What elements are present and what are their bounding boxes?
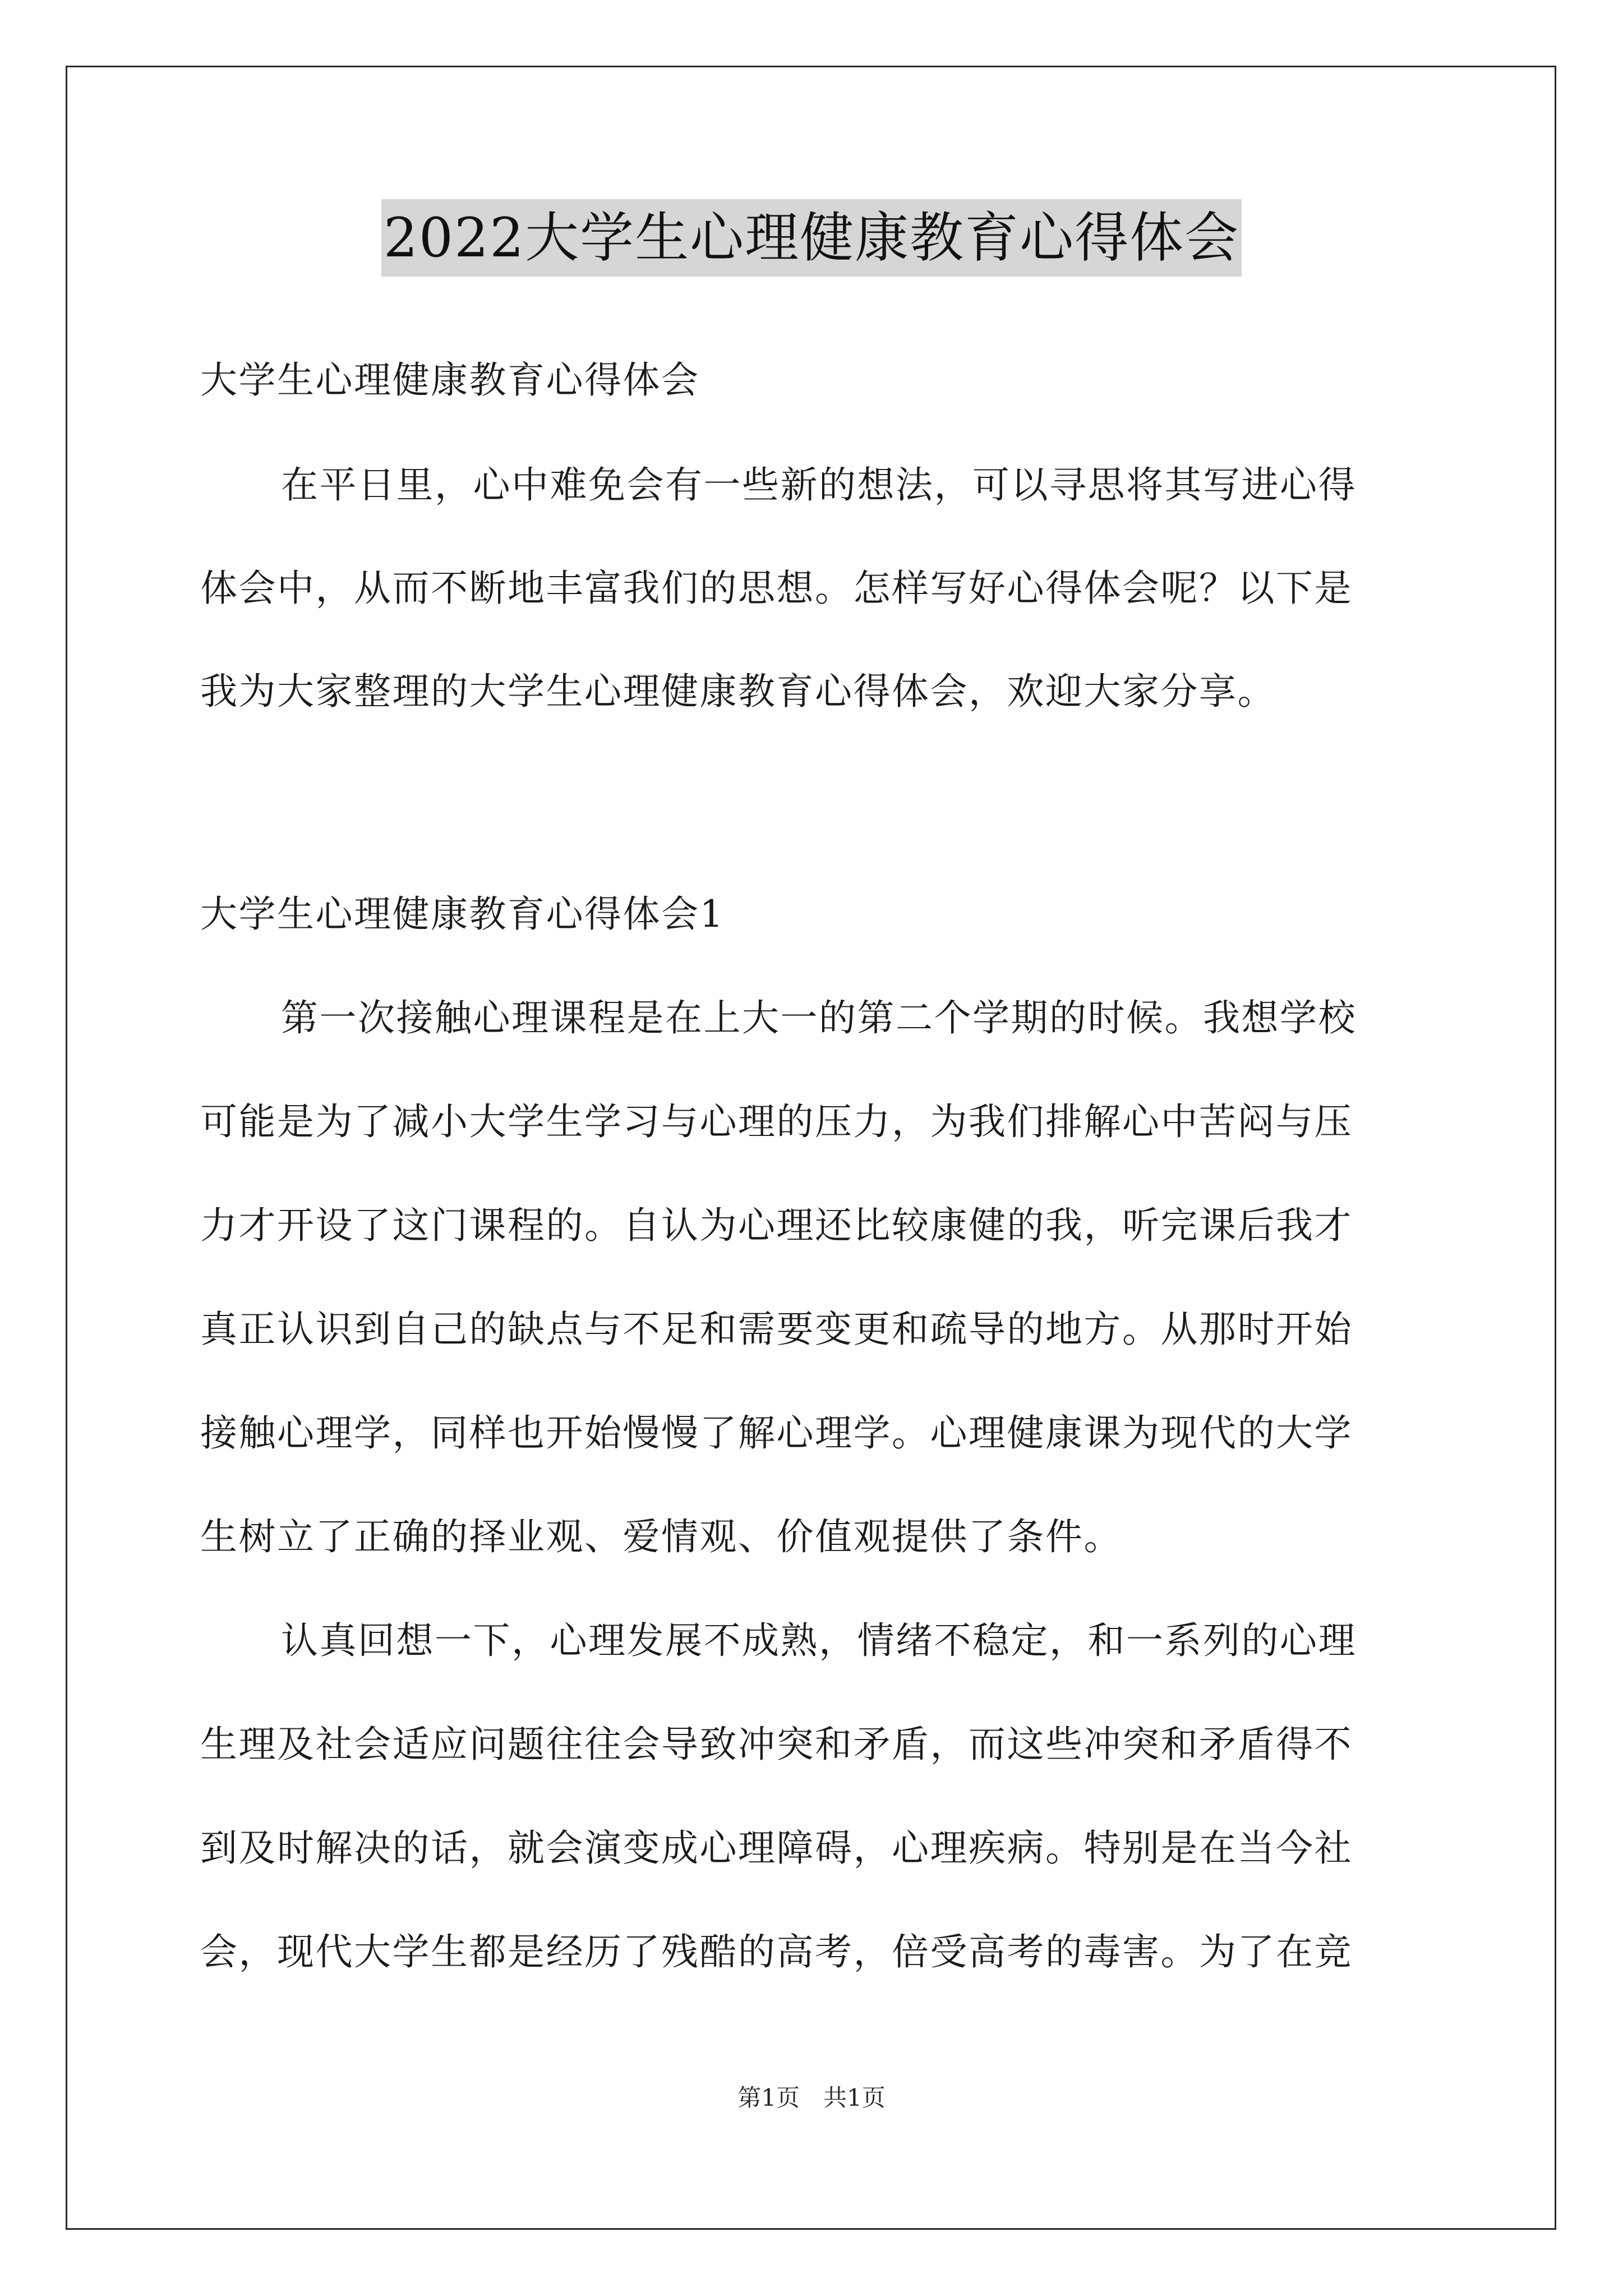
intro-line: 在平日里，心中难免会有一些新的想法，可以寻思将其写进心得 xyxy=(281,463,1357,507)
paragraph-line: 真正认识到自己的缺点与不足和需要变更和疏导的地方。从那时开始 xyxy=(200,1308,1353,1351)
paragraph-line: 认真回想一下，心理发展不成熟，情绪不稳定，和一系列的心理 xyxy=(281,1619,1357,1662)
intro-line: 我为大家整理的大学生心理健康教育心得体会，欢迎大家分享。 xyxy=(200,670,1276,713)
paragraph-line: 会，现代大学生都是经历了残酷的高考，倍受高考的毒害。为了在竞 xyxy=(200,1930,1353,1973)
document-subtitle: 大学生心理健康教育心得体会 xyxy=(200,358,700,402)
section-heading: 大学生心理健康教育心得体会1 xyxy=(200,892,725,936)
paragraph-line: 力才开设了这门课程的。自认为心理还比较康健的我，听完课后我才 xyxy=(200,1204,1353,1247)
paragraph-line: 第一次接触心理课程是在上大一的第二个学期的时候。我想学校 xyxy=(281,996,1357,1039)
paragraph-line: 可能是为了减小大学生学习与心理的压力，为我们排解心中苦闷与压 xyxy=(200,1100,1353,1143)
paragraph-line: 生理及社会适应问题往往会导致冲突和矛盾，而这些冲突和矛盾得不 xyxy=(200,1723,1353,1766)
paragraph-line: 到及时解决的话，就会演变成心理障碍，心理疾病。特别是在当今社 xyxy=(200,1826,1353,1870)
title-area xyxy=(0,199,1623,277)
paragraph-line: 生树立了正确的择业观、爱情观、价值观提供了条件。 xyxy=(200,1515,1122,1558)
paragraph-line: 接触心理学，同样也开始慢慢了解心理学。心理健康课为现代的大学 xyxy=(200,1411,1353,1455)
intro-line: 体会中，从而不断地丰富我们的思想。怎样写好心得体会呢？以下是 xyxy=(200,567,1353,610)
document-title: 2022大学生心理健康教育心得体会 xyxy=(381,199,1242,277)
page-footer: 第1页 共1页 xyxy=(737,2084,886,2111)
